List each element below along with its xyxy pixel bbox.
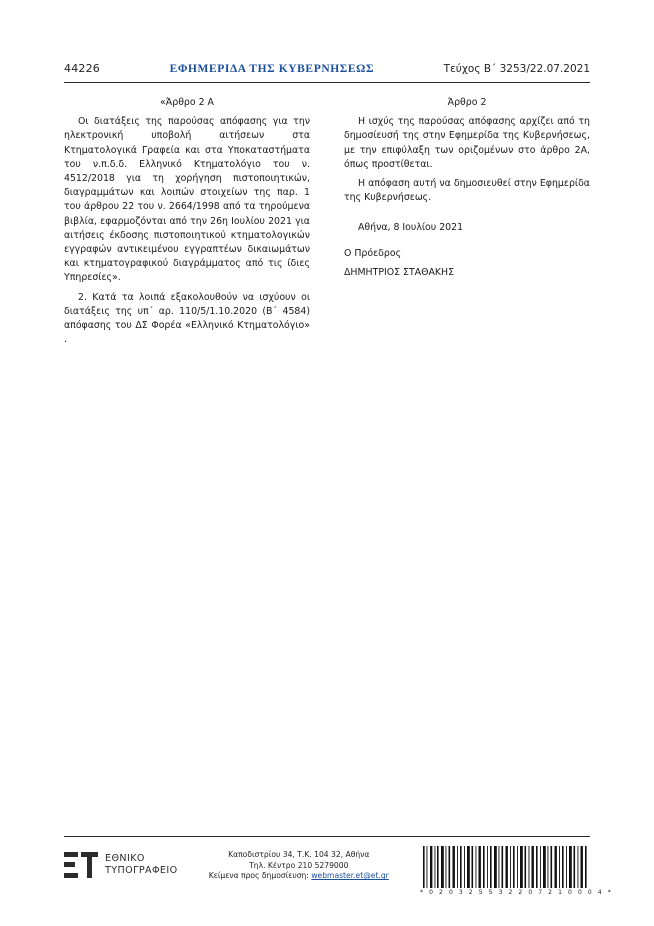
page-header	[64, 62, 590, 82]
left-column	[64, 96, 310, 347]
contact-phone: Τηλ. Κέντρο 210 5279000	[249, 860, 349, 870]
footer-divider	[64, 836, 590, 837]
left-paragraph-1: Οι διατάξεις της παρούσας απόφασης για την ηλεκτρονική υποβολή αιτήσεων στα Κτηματολογικά Γραφεία και στα Υποκαταστήματα του ν.π.δ.δ. Ελληνικό Κτηματολόγιο του ν. 4512/2018 για τη χορήγηση πιστοποιητικών, διαγραμμάτων και λοιπών στοιχείων της παρ. 1 του άρθρου 22 του ν. 2664/1998 από τα τηρούμενα βιβλία, εφαρμοζόνται από την 26η Ιουλίου 2021 για αιτήσεις έκδοσης πιστοποιητικού κτηματολογικών εγγραφών αντικειμένου εγγραπτέων δικαιωμάτων και κτηματογραφικού διαγράμματος από τις ίδιες Υπηρεσίες».	[64, 116, 310, 284]
gazette-title: ΕΦΗΜΕΡΙΔΑ ΤΗΣ ΚΥΒΕΡΝΗΣΕΩΣ	[169, 63, 375, 75]
page-footer	[64, 836, 613, 906]
signatory-role: Ο Πρόεδρος	[344, 247, 402, 259]
page-number: 44226	[64, 62, 100, 75]
right-paragraph-1: Η ισχύς της παρούσας απόφασης αρχίζει από τη δημοσίευσή της στην Εφημερίδα της Κυβερνήσεως, με την επιφύλαξη των οριζομένων στο άρθρο 2Α, όπως προστίθεται.	[344, 116, 590, 170]
issue-info: Τεύχος Β΄ 3253/22.07.2021	[443, 63, 590, 75]
right-column	[344, 96, 590, 347]
right-paragraph-2: Η απόφαση αυτή να δημοσιευθεί στην Εφημερίδα της Κυβερνήσεως.	[344, 178, 590, 204]
contact-info	[184, 850, 414, 882]
barcode-icon	[420, 846, 590, 888]
national-printing-house-logo	[64, 852, 178, 878]
barcode-digits: * 0 2 0 3 2 5 5 3 2 2 0 7 2 1 0 0 0 4 *	[419, 889, 613, 896]
et-monogram-icon	[64, 852, 98, 878]
contact-email-label: Κείμενα προς δημοσίευση:	[208, 871, 309, 881]
organization-line-2: ΤΥΠΟΓΡΑΦΕΙΟ	[105, 865, 178, 876]
right-article-title: Άρθρο 2	[447, 97, 487, 108]
header-divider	[64, 82, 590, 83]
contact-address: Καποδιστρίου 34, Τ.Κ. 104 32, Αθήνα	[228, 850, 370, 859]
contact-email-link[interactable]: webmaster.et@et.gr	[311, 871, 389, 881]
organization-name	[105, 853, 178, 876]
body-columns	[64, 96, 590, 347]
organization-line-1: ΕΘΝΙΚΟ	[105, 853, 145, 865]
signatory-name: ΔΗΜΗΤΡΙΟΣ ΣΤΑΘΑΚΗΣ	[344, 266, 455, 278]
barcode-block	[419, 846, 613, 896]
place-date: Αθήνα, 8 Ιουλίου 2021	[358, 222, 464, 234]
left-article-title: «Άρθρο 2 Α	[160, 97, 214, 108]
left-paragraph-2: 2. Κατά τα λοιπά εξακολουθούν να ισχύουν οι διατάξεις της υπ΄ αρ. 110/5/1.10.2020 (Β΄ 4584) απόφασης του ΔΣ Φορέα «Ελληνικό Κτηματολόγιο» .	[64, 291, 310, 346]
